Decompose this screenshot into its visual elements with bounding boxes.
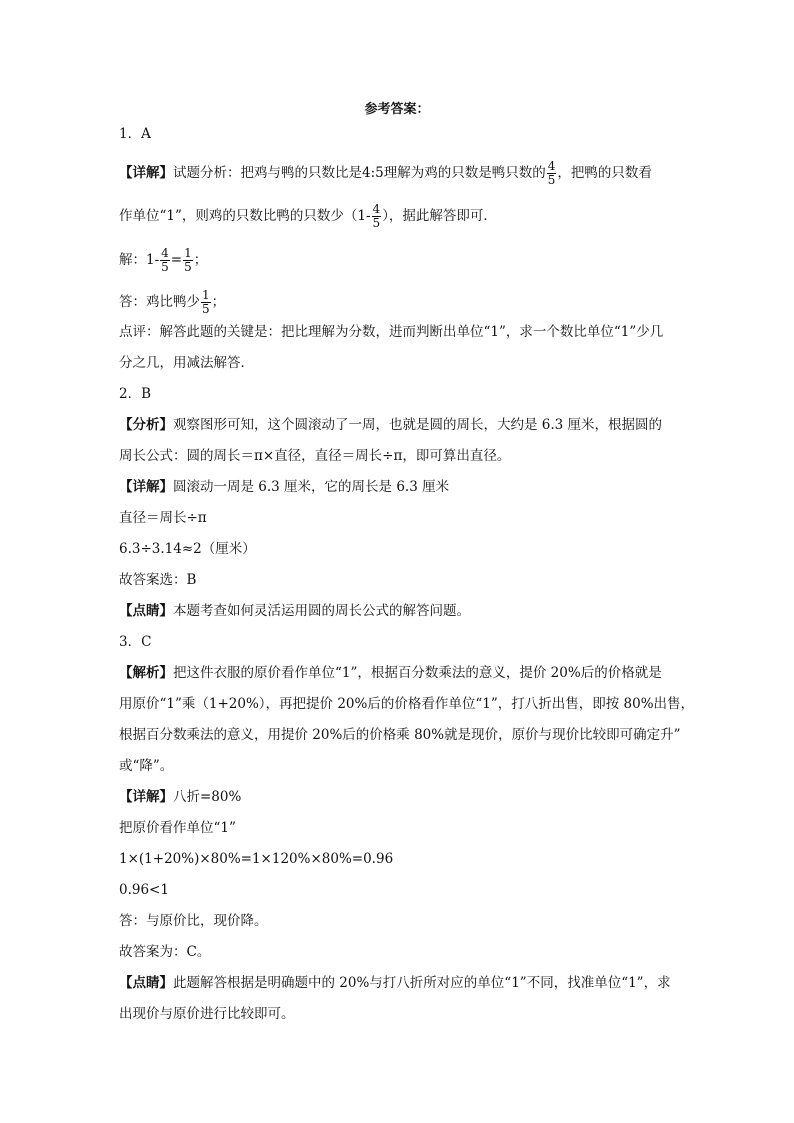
- q3-answer: 3．C: [119, 634, 152, 650]
- q3-answer-line: 答：与原价比，现价降。: [119, 913, 268, 929]
- q3-unit-line: 把原价看作单位“1”: [119, 820, 236, 836]
- q2-calculation: 6.3÷3.14≈2（厘米）: [119, 541, 256, 557]
- q1-answer-line: 答：鸡比鸭少 $\frac{1}{5}$ ；: [119, 288, 226, 316]
- q3-analysis-line4: 或“降”。: [119, 758, 174, 774]
- q1-detail-line1: 【详解】试题分析：把鸡与鸭的只数比是4:5理解为鸡的只数是鸭只数的 $\frac{4}{5}$ ，把鸭的只数看: [119, 159, 652, 187]
- q3-detail: 【详解】八折=80%: [119, 789, 242, 805]
- fraction-4-5: $\frac{4}{5}$: [372, 202, 381, 230]
- q1-detail-tag: 【详解】: [119, 165, 173, 181]
- q2-final-answer: 故答案选：B: [119, 572, 197, 588]
- q3-analysis-line1: 【解析】把这件衣服的原价看作单位“1”，根据百分数乘法的意义，提价 20%后的价格就是: [119, 665, 662, 681]
- q3-comment-line2: 出现价与原价进行比较即可。: [119, 1006, 295, 1022]
- q1-comment-line2: 分之几，用减法解答．: [119, 355, 254, 371]
- q1-solution: 解：1- $\frac{4}{5}$ = $\frac{1}{5}$ ；: [119, 246, 208, 274]
- q3-analysis-line2: 用原价“1”乘（1+20%），再把提价 20%后的价格看作单位“1”，打八折出售，即按 80%出售，: [119, 696, 695, 712]
- q3-analysis-line3: 根据百分数乘法的意义，用提价 20%后的价格乘 80%就是现价，原价与现价比较即可确定升”: [119, 727, 681, 743]
- q2-analysis-line1: 【分析】观察图形可知，这个圆滚动了一周，也就是圆的周长，大约是 6.3 厘米，根据圆的: [119, 417, 663, 433]
- q2-detail: 【详解】圆滚动一周是 6.3 厘米，它的周长是 6.3 厘米: [119, 479, 450, 495]
- q2-analysis-line2: 周长公式：圆的周长＝π×直径，直径＝周长÷π，即可算出直径。: [119, 448, 511, 464]
- fraction-4-5: $\frac{4}{5}$: [161, 246, 169, 274]
- q3-comment-line1: 【点睛】此题解答根据是明确题中的 20%与打八折所对应的单位“1”不同，找准单位“1”，求: [119, 975, 671, 991]
- q1-comment-line1: 点评：解答此题的关键是：把比理解为分数，进而判断出单位“1”，求一个数比单位“1”少几: [119, 324, 664, 340]
- q3-final-answer: 故答案为：C。: [119, 944, 211, 960]
- q2-formula: 直径＝周长÷π: [119, 510, 207, 526]
- q3-comparison: 0.96<1: [119, 882, 169, 898]
- q1-answer: 1．A: [119, 126, 151, 142]
- fraction-1-5: $\frac{1}{5}$: [202, 288, 210, 316]
- page-title: 参考答案：: [364, 102, 430, 117]
- q2-comment: 【点睛】本题考查如何灵活运用圆的周长公式的解答问题。: [119, 603, 470, 619]
- q3-calculation: 1×(1+20%)×80%=1×120%×80%=0.96: [119, 851, 394, 867]
- q1-detail-line2: 作单位“1”，则鸡的只数比鸭的只数少（1- $\frac{4}{5}$ ），据此解答即可．: [119, 202, 497, 230]
- fraction-4-5: $\frac{4}{5}$: [547, 159, 556, 187]
- q2-answer: 2．B: [119, 386, 152, 402]
- fraction-1-5: $\frac{1}{5}$: [184, 246, 192, 274]
